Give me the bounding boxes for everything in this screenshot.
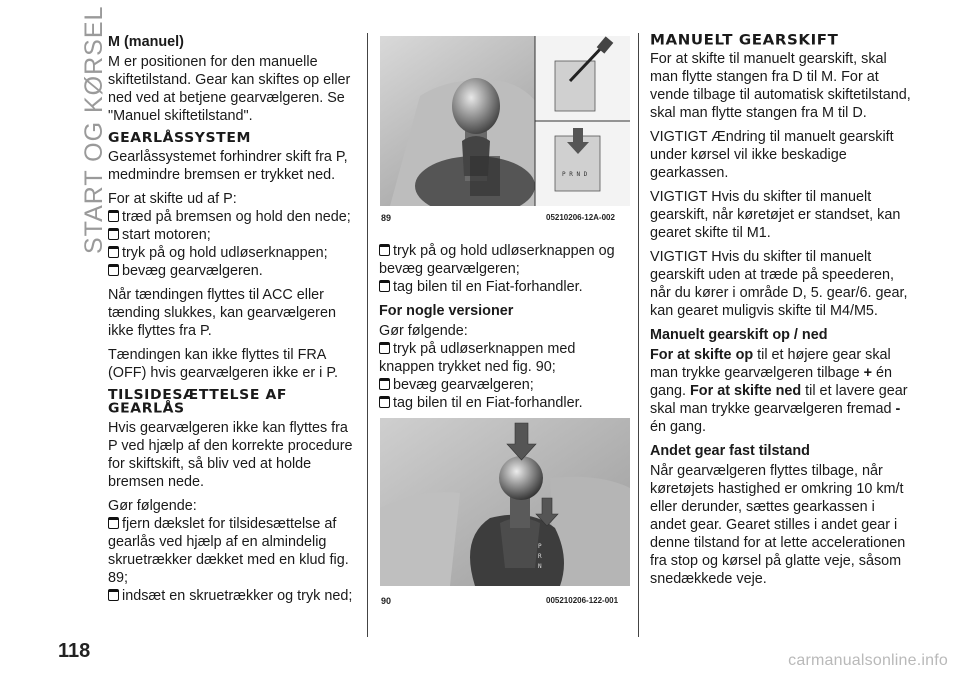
heading-gearlock: GEARLÅSSYSTEM [108,130,252,146]
chapter-title [52,5,108,254]
list-item: bevæg gearvælgeren. [108,262,358,280]
figure-90 [380,418,630,586]
paragraph-manual-shift-1: For at skifte til manuelt gearskift, skal man flytte stangen fra D til M. For at vende tilbage til automatisk skiftetilstand, skal man flytte stangen fra M til D. [650,51,911,121]
bullet-icon [379,342,390,354]
column-2 [379,242,629,412]
paragraph-second-gear: Når gearvælgeren flyttes tilbage, når køretøjets hastighed er omkring 10 km/t eller derunder, sættes gearkassen i andet gear. Gearet stilles i andet gear i denne tilstand for at lette accelerationen fra stop og kørsel på glatte veje, såsom snedækkede veje. [650,463,906,587]
shift-up-label: For at skifte op [650,347,754,363]
heading-second-gear: Andet gear fast tilstand [650,443,810,459]
heading-manual-shift: MANUELT GEARSKIFT [650,31,839,49]
svg-text:R: R [538,553,542,560]
paragraph-off: Tændingen kan ikke flyttes til FRA (OFF) hvis gearvælgeren ikke er i P. [108,347,339,381]
bullet-icon [108,210,119,222]
list-item: tryk på og hold udløserknappen; [108,244,358,262]
paragraph-override: Hvis gearvælgeren ikke kan flyttes fra P ved hjælp af den korrekte procedure for skiftskift, så bliv ved at holde bremsen nede. [108,420,353,490]
figure-89 [380,36,630,206]
column-divider-2 [638,33,639,637]
shift-down-label: For at skifte ned [690,383,802,399]
list-item: tag bilen til en Fiat-forhandler. [379,394,629,412]
svg-text:P: P [538,543,542,550]
figure-90-number: 90 [381,596,392,606]
bullet-icon [108,589,119,601]
chapter-title-text: START OG KØRSEL [80,5,108,254]
paragraph-shift-from-p: For at skifte ud af P: [108,191,237,207]
paragraph-manual: M er positionen for den manuelle skiftetilstand. Gear kan skiftes op eller ned ved at betjene gearvælgeren. Se "Manuel skiftetilstand". [108,54,351,124]
bullet-icon [108,517,119,529]
heading-manual: M (manuel) [108,34,184,50]
list-item: indsæt en skruetrækker og tryk ned; [108,587,358,605]
list-item: tryk på udløserknappen med knappen trykket ned fig. 90; [379,341,576,375]
bullet-icon [379,280,390,292]
list-item: fjern dækslet for tilsidesættelse af gearlås ved hjælp af en almindelig skruetrækker dækket med en klud fig. 89; [108,516,349,586]
gear-lever-override-illustration [380,36,630,206]
plus-symbol: + [863,365,872,381]
minus-symbol: - [895,401,901,417]
bullet-icon [108,246,119,258]
paragraph-important-3: VIGTIGT Hvis du skifter til manuelt gearskift uden at træde på speederen, når du kører i område D, 5. gear/6. gear, kan gearet muligvis skifte til M4/M5. [650,249,908,319]
heading-override: TILSIDESÆTTELSE AF GEARLÅS [108,387,288,417]
svg-text:N: N [538,563,542,570]
figure-89-code: 05210206-12A-002 [546,213,615,222]
column-1 [108,33,358,605]
heading-some-versions: For nogle versioner [379,303,514,319]
column-3 [650,33,912,594]
column-divider-1 [367,33,368,637]
page-number: 118 [58,640,91,662]
heading-up-down: Manuelt gearskift op / ned [650,327,828,343]
figure-89-number: 89 [381,213,392,223]
paragraph-up-down: For at skifte op til et højere gear skal man trykke gearvælgeren tilbage + én gang. For at skifte ned til et lavere gear skal man trykke gearvælgeren fremad - én gang. [650,347,908,435]
bullet-icon [379,244,390,256]
list-item: tag bilen til en Fiat-forhandler. [379,278,629,296]
figure-90-code: 005210206-122-001 [546,596,619,605]
list-item: bevæg gearvælgeren; [379,376,629,394]
list-item: tryk på og hold udløserknappen og bevæg gearvælgeren; [379,243,615,277]
paragraph-do: Gør følgende: [108,498,197,514]
gear-lever-release-illustration [380,418,630,586]
bullet-icon [379,396,390,408]
paragraph-acc: Når tændingen flyttes til ACC eller tænding slukkes, kan gearvælgeren ikke flyttes fra P. [108,287,336,339]
paragraph-gearlock: Gearlåssystemet forhindrer skift fra P, medmindre bremsen er trykket ned. [108,149,348,183]
paragraph-important-2: VIGTIGT Hvis du skifter til manuelt gearskift, når køretøjet er standset, kan gearet skifte til M1. [650,189,901,241]
bullet-icon [108,228,119,240]
paragraph-important-1: VIGTIGT Ændring til manuelt gearskift under kørsel vil ikke beskadige gearkassen. [650,129,894,181]
bullet-icon [379,378,390,390]
watermark: carmanualsonline.info [788,652,948,669]
list-item: træd på bremsen og hold den nede; [108,208,358,226]
bullet-icon [108,264,119,276]
paragraph-do: Gør følgende: [379,323,468,339]
svg-text:P R N D: P R N D [562,171,588,178]
list-item: start motoren; [108,226,358,244]
